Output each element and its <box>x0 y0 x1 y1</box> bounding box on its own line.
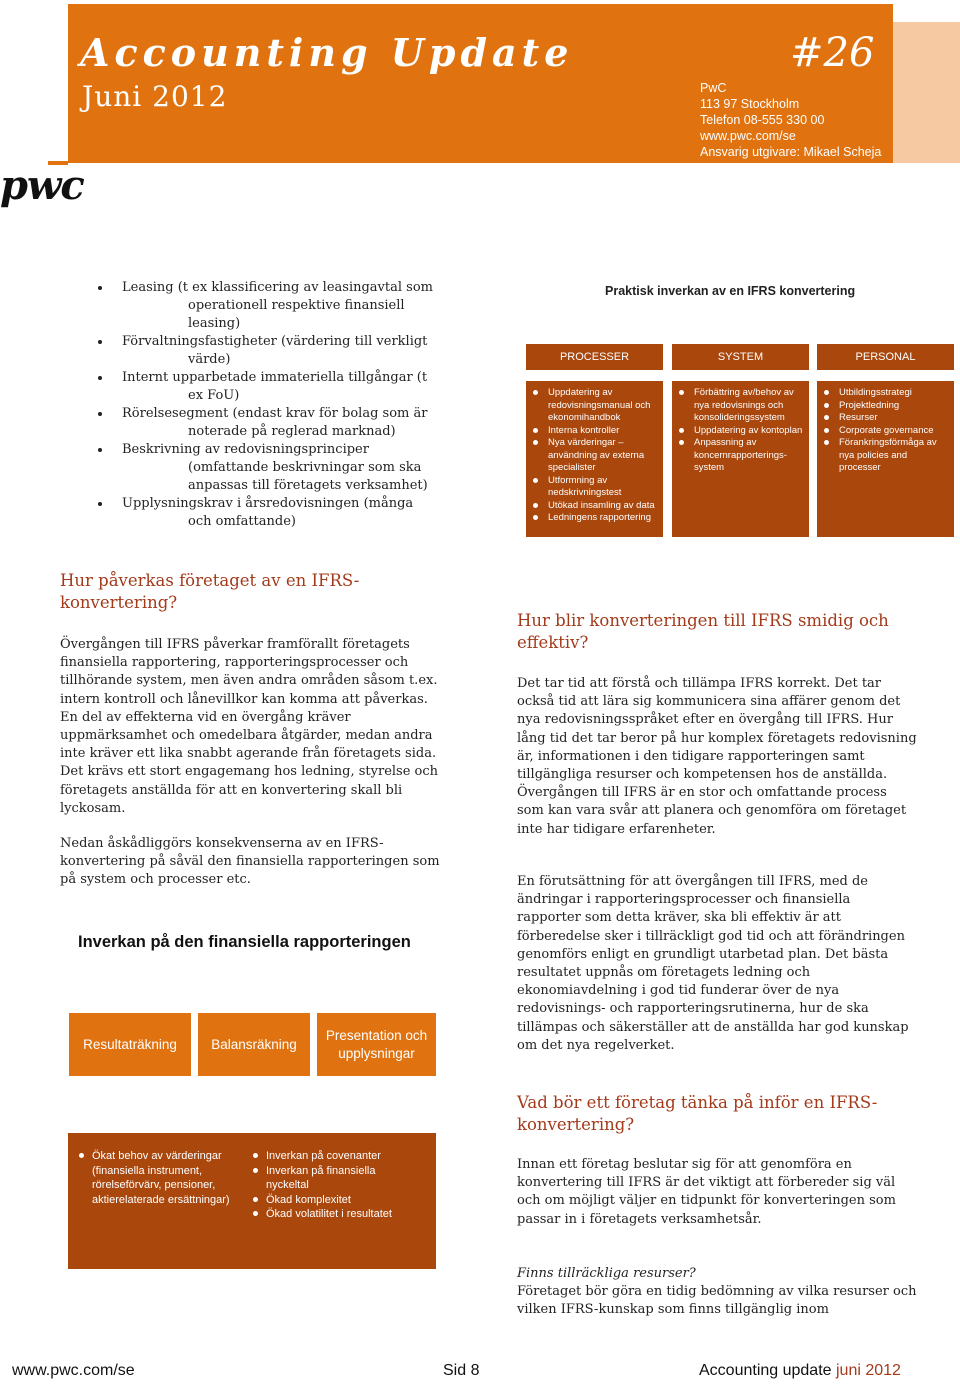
column-header-processer: PROCESSER <box>526 344 663 370</box>
balansrakning-box: Balansräkning <box>198 1013 310 1076</box>
publication-name: Accounting update <box>699 1362 836 1379</box>
body-paragraph: Övergången till IFRS påverkar framförallt företagets finansiella rapportering, rapporteringsprocesser och tillhörande system, men även andra områden såsom t.ex. intern kontroll och lånevillkor kan komma att påverkas. En del av effekterna vid en övergång kräver uppmärksamhet och omedelbara åtgärder, medan andra inte kräver ett lika snabbt agerande från företagets sida. Det krävs ett stort engagemang hos ledning, styrelse och företagets anställda för att en konvertering skall bli lyckosam. <box>60 637 439 816</box>
system-list <box>672 381 809 475</box>
personal-box <box>817 381 954 537</box>
body-paragraph: Innan ett företag beslutar sig för att genomföra en konvertering till IFRS är det viktigt att förbereder sig väl och om möjligt väljer en tidpunkt för konverteringen som passar in i företagets verksamhetsår. <box>517 1157 896 1227</box>
footer-website-link[interactable]: www.pwc.com/se <box>12 1362 135 1379</box>
list-item: Anpassning av koncernrapporterings-system <box>694 437 805 475</box>
impact-list-right <box>266 1149 416 1222</box>
list-item: Ökat behov av värderingar (finansiella instrument, rörelseförvärv, pensioner, aktierelaterade ersättningar) <box>92 1149 240 1207</box>
impact-list-left <box>92 1149 240 1207</box>
contact-website-link[interactable]: www.pwc.com/se <box>700 129 796 143</box>
pwc-logo: pwc <box>0 162 84 209</box>
contact-line: Ansvarig utgivare: Mikael Scheja <box>700 145 882 159</box>
issue-date: Juni 2012 <box>82 80 228 113</box>
body-paragraph: En förutsättning för att övergången till IFRS, med de ändringar i rapporteringsprocesser och finansiella rapporter som detta kräver, ska bli effektiv är att förberedelse sker i tillräckligt god tid och att förändringen genomförs enligt en grundligt utarbetad plan. Det bästa resultatet uppnås om företagets ledning och ekonomiavdelning i god tid funderar över de nya redovisnings- och rapporteringsrutinerna, hur de ska tillämpas och säkerställer att de anställda har god kunskap om det nya regelverket. <box>517 874 909 1053</box>
section-heading: Hur påverkas företaget av en IFRS-konvertering? <box>60 571 360 612</box>
resultatrakning-box: Resultaträkning <box>69 1013 191 1076</box>
list-item: Uppdatering av kontoplan <box>694 425 805 438</box>
list-item: Corporate governance <box>839 425 950 438</box>
processer-box <box>526 381 663 537</box>
list-item: Förvaltningsfastigheter (värdering till verkligt värde) <box>96 333 456 369</box>
column-header-personal: PERSONAL <box>817 344 954 370</box>
contact-line: Telefon 08-555 330 00 <box>700 113 825 127</box>
list-item: Utökad insamling av data <box>548 500 659 513</box>
list-item: Förbättring av/behov av nya redovisnings och konsolideringssystem <box>694 387 805 425</box>
list-item: Inverkan på covenanter <box>266 1149 416 1164</box>
personal-list <box>817 381 954 475</box>
processer-list <box>526 381 663 525</box>
list-item: Beskrivning av redovisningsprinciper (omfattande beskrivningar som ska anpassas till företagets verksamhet) <box>96 441 456 495</box>
list-item: Resurser <box>839 412 950 425</box>
newsletter-title: Accounting Update <box>80 30 574 75</box>
list-item: Utformning av nedskrivningstest <box>548 475 659 500</box>
contact-line: 113 97 Stockholm <box>700 97 800 111</box>
financial-impact-box <box>68 1133 436 1269</box>
issue-number: #26 <box>790 30 875 76</box>
column-header-system: SYSTEM <box>672 344 809 370</box>
section-heading: Vad bör ett företag tänka på inför en IFRS-konvertering? <box>517 1093 878 1134</box>
list-item: Rörelsesegment (endast krav för bolag som är noterade på reglerad marknad) <box>96 405 456 441</box>
contact-info <box>700 80 881 160</box>
footer-publication <box>699 1362 901 1380</box>
header-accent-block <box>893 22 960 163</box>
body-paragraph: Nedan åskådliggörs konsekvenserna av en IFRS-konvertering på såväl den finansiella rapporteringen som på system och processer etc. <box>60 836 440 888</box>
list-item: Ökad volatilitet i resultatet <box>266 1207 416 1222</box>
list-item: Leasing (t ex klassificering av leasingavtal som operationell respektive finansiell leasing) <box>96 279 456 333</box>
financial-impact-title: Inverkan på den finansiella rapporteringen <box>78 933 411 951</box>
ifrs-diagram-title: Praktisk inverkan av en IFRS konvertering <box>605 284 856 298</box>
list-item: Upplysningskrav i årsredovisningen (många och omfattande) <box>96 495 456 531</box>
list-item: Uppdatering av redovisningsmanual och ekonomihandbok <box>548 387 659 425</box>
list-item: Förankringsförmåga av nya policies and processer <box>839 437 950 475</box>
section-heading: Hur blir konverteringen till IFRS smidig och effektiv? <box>517 611 889 652</box>
list-item: Projektledning <box>839 400 950 413</box>
page-number: Sid 8 <box>443 1362 480 1379</box>
list-item: Ökad komplexitet <box>266 1193 416 1208</box>
body-paragraph: Det tar tid att förstå och tillämpa IFRS korrekt. Det tar också tid att lära sig kommunicera sina affärer genom det nya redovisningsspråket efter en övergång till IFRS. Hur lång tid det tar beror på hur komplex företagets redovisning är, informationen i den tidigare rapporteringen samt tillgängliga resurser och kompetensen hos de anställda. Övergången till IFRS är en stor och omfattande process som kan vara svår att planera och genomföra om företaget inte har tidigare erfarenheter. <box>517 676 917 837</box>
presentation-box: Presentation och upplysningar <box>317 1013 436 1076</box>
contact-line: PwC <box>700 81 727 95</box>
publication-date: juni 2012 <box>836 1362 901 1379</box>
body-paragraph: Företaget bör göra en tidig bedömning av vilka resurser och vilken IFRS-kunskap som finns tillgänglig inom <box>517 1284 917 1318</box>
list-item: Utbildingsstrategi <box>839 387 950 400</box>
list-item: Nya värderingar – användning av externa specialister <box>548 437 659 475</box>
list-item: Inverkan på finansiella nyckeltal <box>266 1164 416 1193</box>
list-item: Interna kontroller <box>548 425 659 438</box>
accounting-areas-list <box>96 279 456 531</box>
subheading: Finns tillräckliga resurser? <box>517 1266 696 1281</box>
list-item: Internt upparbetade immateriella tillgångar (t ex FoU) <box>96 369 456 405</box>
system-box <box>672 381 809 537</box>
list-item: Ledningens rapportering <box>548 512 659 525</box>
